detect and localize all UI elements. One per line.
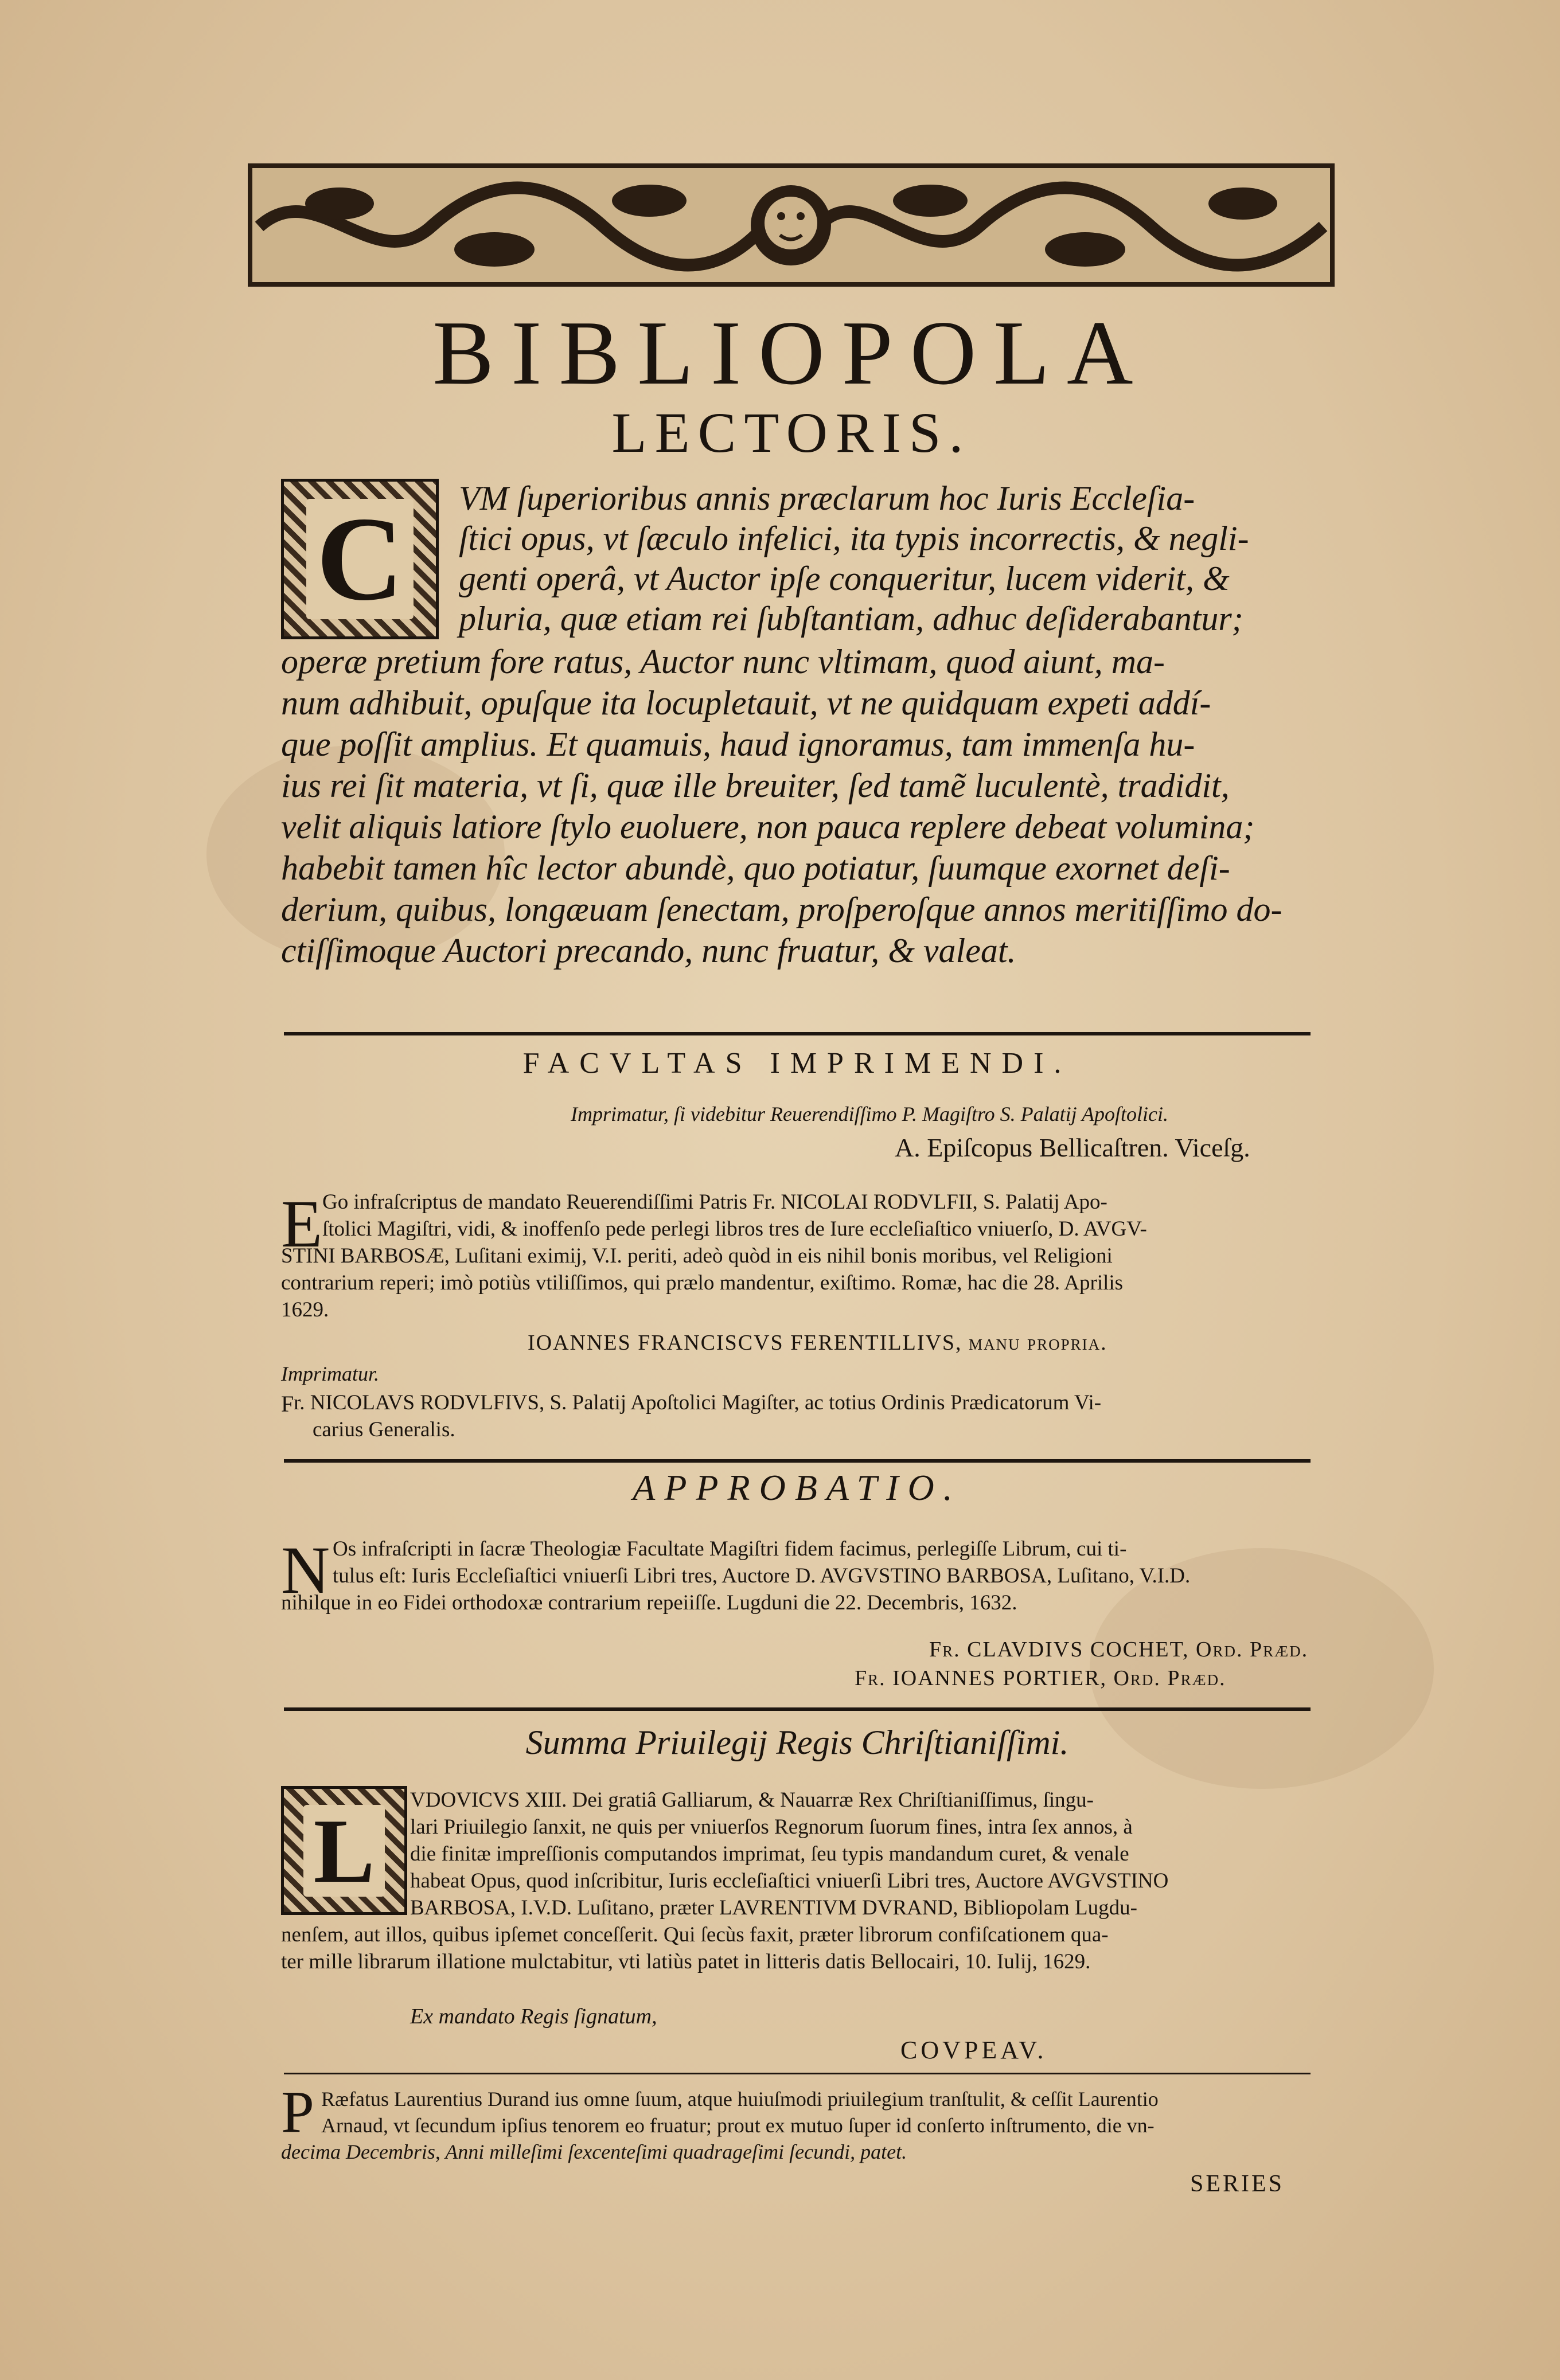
privilegium-line: nenſem, aut illos, quibus ipſemet conceſſerit. Qui ſecùs faxit, præter librorum confiſcationem qua- xyxy=(281,1923,1109,1947)
facultas-line: 1629. xyxy=(281,1298,329,1322)
intro-line: genti operâ, vt Auctor ipſe conqueritur, lucem viderit, & xyxy=(459,560,1230,597)
page-title: BIBLIOPOLA xyxy=(432,302,1150,404)
intro-line: operæ pretium fore ratus, Auctor nunc vltimam, quod aiunt, ma- xyxy=(281,643,1165,681)
rodulfius-line: r. NICOLAVS RODVLFIVS, S. Palatij Apoſtolici Magiſter, ac totius Ordinis Prædicatorum Vi- xyxy=(294,1391,1102,1414)
transfer-line: decima Decembris, Anni milleſimi ſexcenteſimi quadrageſimi ſecundi, patet. xyxy=(281,2140,907,2163)
facultas-line: ſtolici Magiſtri, vidi, & inoffenſo pede perlegi libros tres de Iure eccleſiaſtico vniuerſo, D. AVGV- xyxy=(322,1217,1147,1241)
intro-line: habebit tamen hîc lector abundè, quo potiatur, ſuumque exornet deſi- xyxy=(281,849,1230,887)
imprimatur-note: Imprimatur, ſi videbitur Reuerendiſſimo P. Magiſtro S. Palatij Apoſtolici. xyxy=(571,1103,1168,1125)
section-initial: N xyxy=(281,1533,330,1608)
royal-mandate: Ex mandato Regis ſignatum, xyxy=(410,2004,657,2029)
facultas-line: Go infraſcriptus de mandato Reuerendiſſimi Patris Fr. NICOLAI RODVLFII, S. Palatij Apo- xyxy=(322,1190,1107,1214)
approbatio-line: nihilque in eo Fidei orthodoxæ contrarium repeiiſſe. Lugduni die 22. Decembris, 1632. xyxy=(281,1591,1017,1615)
privilegium-line: die finitæ impreſſionis computandos imprimat, ſeu typis mandandum curet, & venale xyxy=(410,1842,1129,1866)
catchword: SERIES xyxy=(1190,2171,1285,2197)
signer-cochet: Fr. CLAVDIVS COCHET, Ord. Præd. xyxy=(929,1638,1309,1662)
section-heading-privilegium: Summa Priuilegij Regis Chriſtianiſſimi. xyxy=(525,1724,1069,1761)
signature-coupeau: COVPEAV. xyxy=(900,2036,1047,2064)
intro-line: que poſſit amplius. Et quamuis, haud ignoramus, tam immenſa hu- xyxy=(281,725,1195,763)
facultas-line: contrarium reperi; imò potiùs vtiliſſimos, qui prælo mandentur, exiſtimo. Romæ, hac die 28. Aprilis xyxy=(281,1271,1124,1295)
intro-line: pluria, quæ etiam rei ſubſtantiam, adhuc deſiderabantur; xyxy=(459,600,1243,638)
facultas-line: STINI BARBOSÆ, Luſitani eximij, V.I. periti, adeò quòd in eis nihil bonis moribus, vel Religioni xyxy=(281,1244,1113,1268)
ornamental-headpiece xyxy=(248,163,1335,287)
intro-line: derium, quibus, longæuam ſenectam, proſperoſque annos meritiſſimo do- xyxy=(281,890,1282,928)
rodulfius-line: carius Generalis. xyxy=(313,1418,455,1441)
approbatio-line: tulus eſt: Iuris Eccleſiaſtici vniuerſi Libri tres, Auctore D. AVGVSTINO BARBOSA, Luſitano, V.I.D. xyxy=(333,1564,1191,1588)
intro-line: ius rei ſit materia, vt ſi, quæ ille breuiter, ſed tamẽ luculentè, tradidit, xyxy=(281,767,1230,804)
privilegium-line: habeat Opus, quod inſcribitur, Iuris eccleſiaſtici vniuerſi Libri tres, Auctore AVGVSTINO xyxy=(410,1869,1169,1893)
decorated-initial: C xyxy=(281,479,439,639)
privilegium-line: lari Priuilegio ſanxit, ne quis per vniuerſos Regnorum ſuorum fines, intra ſex annos, à xyxy=(410,1815,1133,1839)
decorated-initial: L xyxy=(281,1786,407,1915)
divider xyxy=(284,1459,1311,1463)
transfer-line: Arnaud, vt ſecundum ipſius tenorem eo fruatur; prout ex mutuo ſuper id conſerto inſtrumento, die vn- xyxy=(321,2114,1155,2137)
intro-line: num adhibuit, opuſque ita locupletauit, vt ne quidquam expeti addí- xyxy=(281,684,1211,722)
transfer-line: Ræfatus Laurentius Durand ius omne ſuum, atque huiuſmodi priuilegium tranſtulit, & ceſſit Laurentio xyxy=(321,2088,1159,2111)
intro-line: velit aliquis latiore ſtylo euoluere, non pauca replere debeat volumina; xyxy=(281,808,1255,846)
section-heading-facultas: FACVLTAS IMPRIMENDI. xyxy=(522,1047,1072,1080)
bishop-signature: A. Epiſcopus Bellicaſtren. Viceſg. xyxy=(895,1133,1250,1162)
page-subtitle: LECTORIS. xyxy=(611,401,972,464)
privilegium-line: ter mille librarum illatione mulctabitur, vti latiùs patet in litteris datis Bellocairi, 10. Iulij, 1629. xyxy=(281,1950,1091,1973)
privilegium-line: BARBOSA, I.V.D. Luſitano, præter LAVRENTIVM DVRAND, Bibliopolam Lugdu- xyxy=(410,1896,1137,1920)
section-initial: E xyxy=(281,1186,323,1261)
signer-ferentillius: IOANNES FRANCISCVS FERENTILLIVS, manu propria. xyxy=(528,1331,1107,1355)
approbatio-line: Os infraſcripti in ſacræ Theologiæ Facultate Magiſtri fidem facimus, perlegiſſe Librum, cui ti- xyxy=(333,1537,1127,1561)
section-initial: F xyxy=(281,1391,294,1417)
foliage-ornament-icon xyxy=(248,163,1335,287)
privilegium-line: VDOVICVS XIII. Dei gratiâ Galliarum, & Nauarræ Rex Chriſtianiſſimus, ſingu- xyxy=(410,1788,1094,1812)
intro-line: VM ſuperioribus annis præclarum hoc Iuris Eccleſia- xyxy=(459,479,1195,517)
section-initial: P xyxy=(281,2079,314,2145)
section-heading-approbatio: APPROBATIO. xyxy=(633,1467,962,1508)
divider xyxy=(284,1032,1311,1035)
divider xyxy=(284,1707,1311,1711)
imprimatur-label: Imprimatur. xyxy=(281,1362,380,1385)
intro-line: ſtici opus, vt ſæculo infelici, ita typis incorrectis, & negli- xyxy=(459,519,1249,557)
divider xyxy=(284,2073,1311,2074)
signer-portier: Fr. IOANNES PORTIER, Ord. Præd. xyxy=(855,1666,1226,1690)
intro-line: ctiſſimoque Auctori precando, nunc fruatur, & valeat. xyxy=(281,932,1016,970)
